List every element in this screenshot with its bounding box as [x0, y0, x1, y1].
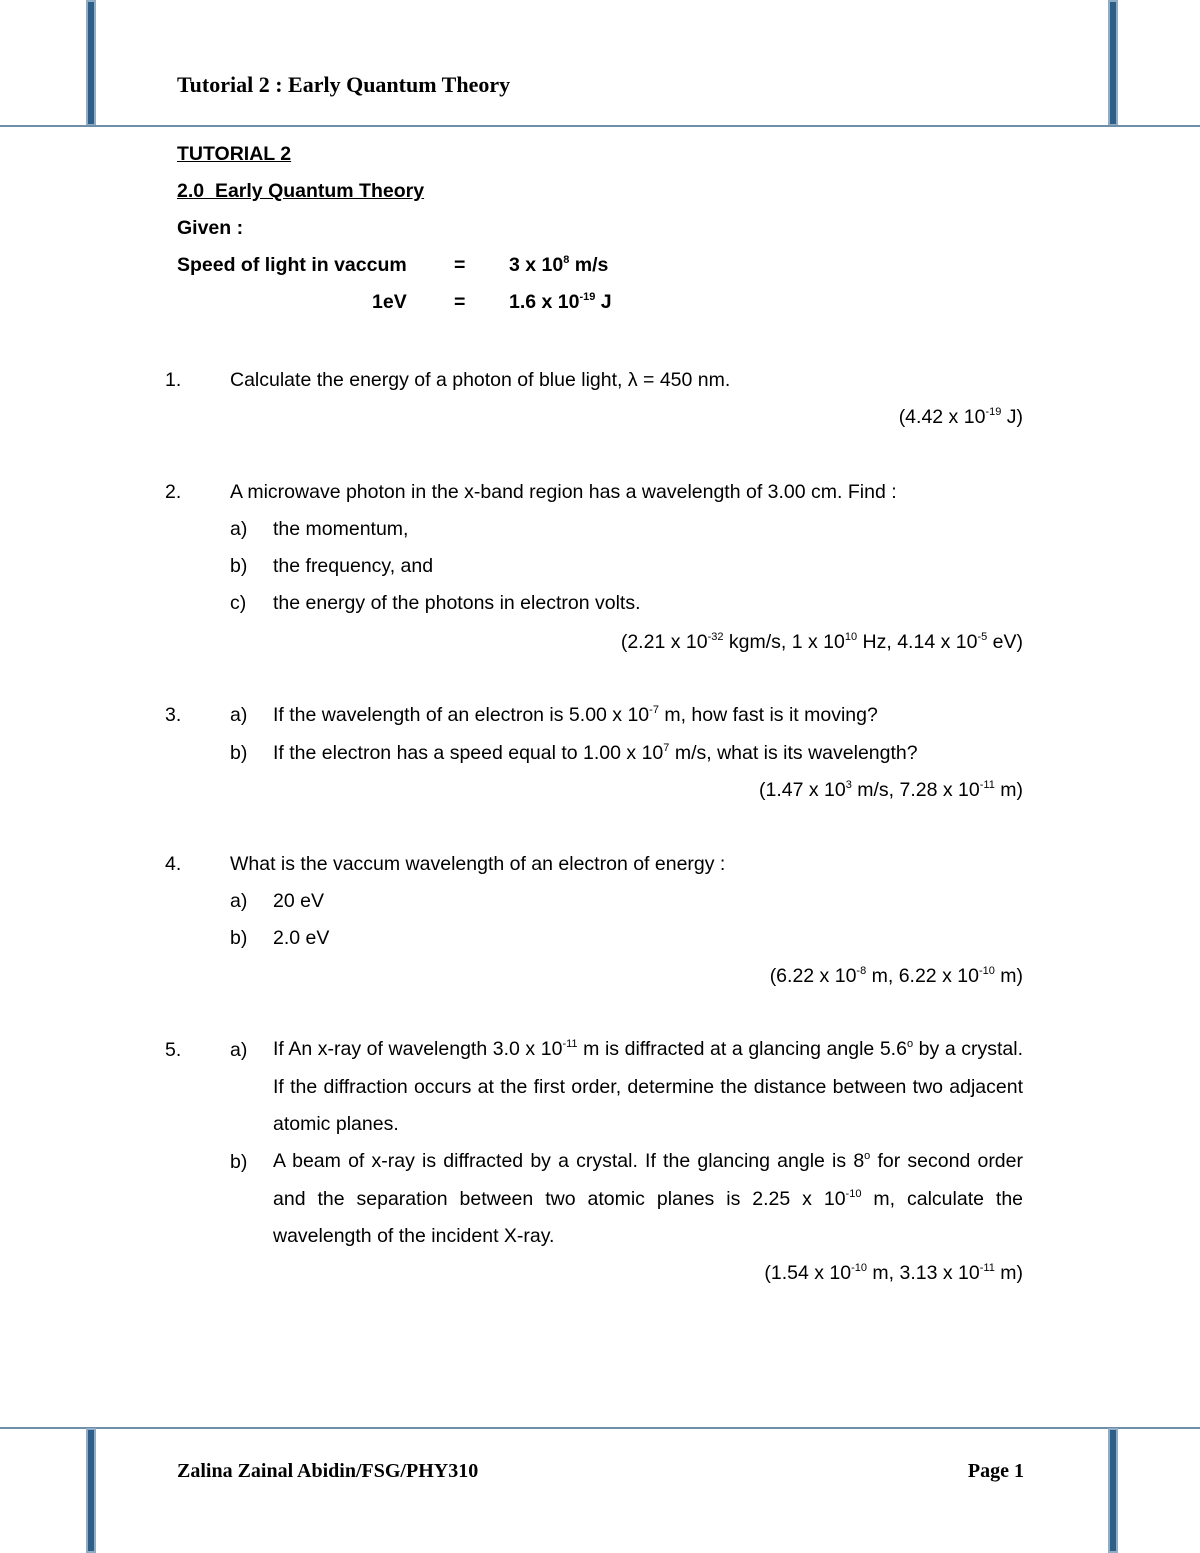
answer-line: (4.42 x $10^{-19}$ J) — [898, 406, 1023, 428]
part-label: a) — [230, 1039, 248, 1061]
question-text: A microwave photon in the x-band region has a wavelength of 3.00 cm. Find : — [230, 481, 897, 503]
question-number: 4. — [165, 853, 182, 875]
question-number: 3. — [165, 704, 182, 726]
speed-of-light-label: Speed of light in vaccum — [177, 254, 407, 276]
question-number: 5. — [165, 1039, 182, 1061]
part-paragraph: If An x-ray of wavelength 3.0 x $10^{-11}$ m is diffracted at a glancing angle 5.6$^o$ by a crystal. If the diffraction occurs at the first order, determine the distance between two adjacent atomic planes. — [273, 1038, 1024, 1135]
equals-sign: = — [454, 291, 466, 313]
question-number: 2. — [165, 481, 182, 503]
question-number: 1. — [165, 369, 182, 391]
part-label: b) — [230, 742, 248, 764]
page-number: Page 1 — [967, 1460, 1024, 1482]
part-label: a) — [230, 518, 248, 540]
part-label: b) — [230, 555, 248, 577]
footer-right-bar — [1108, 1428, 1118, 1553]
part-text: If the wavelength of an electron is 5.00 x $10^{-7}$ m, how fast is it moving? — [273, 704, 878, 726]
part-paragraph: A beam of x-ray is diffracted by a crystal. If the glancing angle is 8$^o$ for second order and the separation between two atomic planes is 2.25 x $10^{-10}$ m, calculate the wavelength of the incident X-ray. — [273, 1150, 1024, 1247]
part-label: b) — [230, 927, 248, 949]
answer-line: (1.47 x $10^3$ m/s, 7.28 x $10^{-11}$ m) — [758, 779, 1023, 801]
tutorial-heading: TUTORIAL 2 — [177, 143, 292, 165]
footer-author: Zalina Zainal Abidin/FSG/PHY310 — [177, 1460, 479, 1482]
part-label: a) — [230, 704, 248, 726]
footer-left-bar — [86, 1428, 96, 1553]
part-text: the momentum, — [273, 518, 409, 540]
equals-sign: = — [454, 254, 466, 276]
ev-label: 1eV — [372, 291, 407, 313]
part-label: a) — [230, 890, 248, 912]
answer-line: (1.54 x $10^{-10}$ m, 3.13 x $10^{-11}$ m) — [764, 1262, 1023, 1284]
given-label: Given : — [177, 217, 244, 239]
ev-value: 1.6 x $10^{-19}$ J — [509, 291, 612, 313]
question-text: What is the vaccum wavelength of an electron of energy : — [230, 853, 726, 875]
answer-line: (6.22 x $10^{-8}$ m, 6.22 x $10^{-10}$ m) — [769, 965, 1023, 987]
part-text: If the electron has a speed equal to 1.00 x $10^7$ m/s, what is its wavelength? — [273, 742, 918, 764]
header-right-bar — [1108, 0, 1118, 126]
answer-line: (2.21 x $10^{-32}$ kgm/s, 1 x $10^{10}$ Hz, 4.14 x $10^{-5}$ eV) — [620, 631, 1023, 653]
part-text: the frequency, and — [273, 555, 434, 577]
speed-of-light-value: 3 x $10^8$ m/s — [509, 254, 609, 276]
header-left-bar — [86, 0, 96, 126]
section-heading: 2.0 Early Quantum Theory — [177, 180, 425, 202]
header-title: Tutorial 2 : Early Quantum Theory — [177, 72, 511, 97]
part-text: 2.0 eV — [273, 927, 330, 949]
part-text: the energy of the photons in electron volts. — [273, 592, 641, 614]
footer-rule — [0, 1427, 1200, 1429]
part-label: c) — [230, 592, 247, 614]
part-text: 20 eV — [273, 890, 324, 912]
question-text: Calculate the energy of a photon of blue light, λ = 450 nm. — [230, 369, 731, 391]
header-rule — [0, 125, 1200, 127]
part-label: b) — [230, 1151, 248, 1173]
